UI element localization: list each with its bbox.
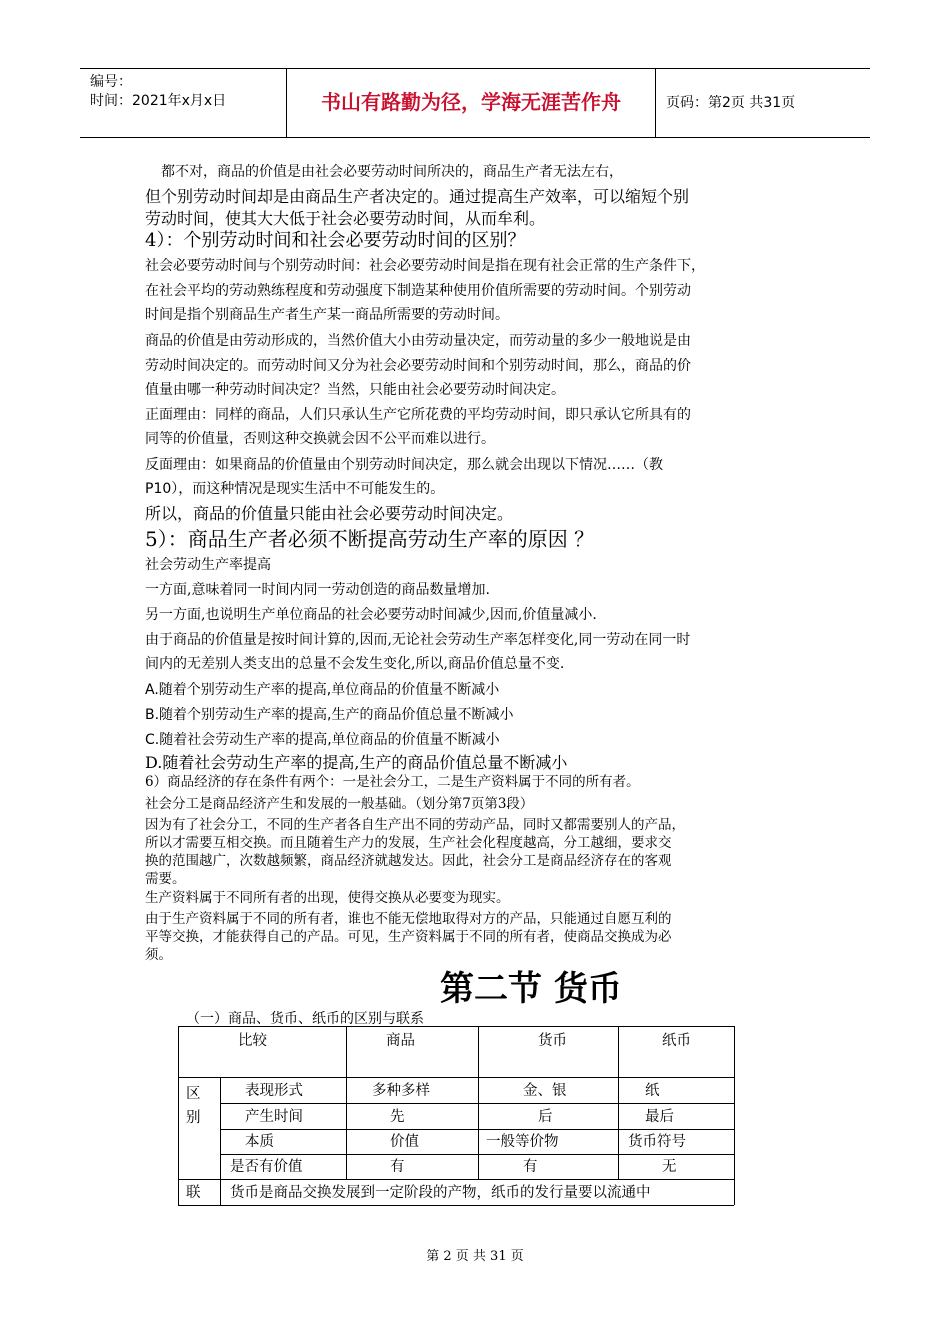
table-cell: 有 [390,1159,405,1175]
table-border [178,1026,734,1027]
table-cell: 无 [662,1159,677,1175]
table-border [178,1026,179,1205]
table-border [220,1077,221,1205]
text-line: 反面理由：如果商品的价值量由个别劳动时间决定，那么就会出现以下情况……（教 [145,457,663,473]
table-border [220,1103,734,1104]
option-line: D.随着社会劳动生产率的提高,生产的商品价值总量不断减小 [145,753,568,772]
table-border [734,1026,735,1205]
table-border [178,1179,734,1180]
table-caption: （一）商品、货币、纸币的区别与联系 [186,1011,424,1027]
text-line: 生产资料属于不同所有者的出现，使得交换从必要变为现实。 [145,890,510,906]
table-cell: 价值 [390,1134,419,1150]
table-header: 货币 [538,1033,567,1049]
text-line: 社会分工是商品经济产生和发展的一般基础。（划分第7页第3段） [145,796,534,812]
table-cell: 后 [538,1109,553,1125]
table-cell: 有 [523,1159,538,1175]
table-cell: 最后 [645,1109,674,1125]
text-line: 因为有了社会分工，不同的生产者各自生产出不同的劳动产品，同时又都需要别人的产品， [145,817,685,833]
table-border [618,1026,619,1179]
text-line: 间内的无差别人类支出的总量不会发生变化,所以,商品价值总量不变. [145,656,565,672]
table-border [220,1154,734,1155]
table-border [478,1026,479,1179]
text-line: 劳动时间决定的。而劳动时间又分为社会必要劳动时间和个别劳动时间，那么，商品的价 [145,358,691,374]
table-border [346,1026,347,1179]
text-line: 时间是指个别商品生产者生产某一商品所需要的劳动时间。 [145,307,509,323]
text-line: 但个别劳动时间却是由商品生产者决定的。通过提高生产效率，可以缩短个别 [145,187,690,206]
header-time-label: 时间：2021年x月x日 [90,93,227,109]
text-line: 由于商品的价值量是按时间计算的,因而,无论社会劳动生产率怎样变化,同一劳动在同一时 [145,632,691,648]
table-cell: 是否有价值 [230,1159,303,1175]
table-group-label: 区 别 [186,1086,201,1126]
text-line: 需要。 [145,871,186,887]
header-divider [655,69,656,137]
text-line: 所以才需要互相交换。而且随着生产力的发展，生产社会化程度越高，分工越细，要求交 [145,835,672,851]
option-line: B.随着个别劳动生产率的提高,生产的商品价值总量不断减小 [145,707,514,723]
table-cell: 纸 [645,1083,660,1099]
text-line: 都不对，商品的价值是由社会必要劳动时间所决的，商品生产者无法左右， [161,164,623,180]
table-header: 商品 [386,1033,415,1049]
text-line: P10），而这种情况是现实生活中不可能发生的。 [145,481,445,497]
table-border [220,1129,734,1130]
table-header: 比较 [238,1033,267,1049]
page-header [80,68,870,138]
header-number-label: 编号： [90,74,132,90]
table-cell: 一般等价物 [486,1134,559,1150]
table-border [178,1205,734,1206]
header-motto: 书山有路勤为径，学海无涯苦作舟 [321,90,621,114]
text-line: 一方面,意味着同一时间内同一劳动创造的商品数量增加. [145,582,490,598]
text-line: 社会必要劳动时间与个别劳动时间：社会必要劳动时间是指在现有社会正常的生产条件下， [145,258,705,274]
table-cell: 本质 [245,1134,274,1150]
table-cell: 货币符号 [628,1134,686,1150]
table-border [178,1077,734,1078]
text-line: 平等交换，才能获得自己的产品。可见，生产资料属于不同的所有者，使商品交换成为必 [145,929,672,945]
section-title: 第二节 货币 [440,969,622,1009]
text-line: 正面理由：同样的商品，人们只承认生产它所花费的平均劳动时间，即只承认它所具有的 [145,407,691,423]
page-footer: 第 2 页 共 31 页 [426,1249,524,1264]
table-cell: 金、银 [523,1083,567,1099]
table-cell: 表现形式 [245,1083,303,1099]
question-heading: 5）：商品生产者必须不断提高劳动生产率的原因 ？ [145,527,595,551]
text-line: 6）商品经济的存在条件有两个：一是社会分工，二是生产资料属于不同的所有者。 [145,774,640,790]
header-meta [90,73,288,111]
text-line: 由于生产资料属于不同的所有者，谁也不能无偿地取得对方的产品，只能通过自愿互利的 [145,911,672,927]
text-line: 另一方面,也说明生产单位商品的社会必要劳动时间减少,因而,价值量减小. [145,607,597,623]
option-line: A.随着个别劳动生产率的提高,单位商品的价值量不断减小 [145,682,500,698]
question-heading: 4）：个别劳动时间和社会必要劳动时间的区别？ [145,230,526,251]
table-cell: 产生时间 [245,1109,303,1125]
option-line: C.随着社会劳动生产率的提高,单位商品的价值量不断减小 [145,732,500,748]
table-header: 纸币 [662,1033,691,1049]
text-line: 同等的价值量，否则这种交换就会因不公平而难以进行。 [145,431,495,447]
text-line: 社会劳动生产率提高 [145,557,271,573]
comparison-table [178,1026,734,1205]
text-line: 换的范围越广，次数越频繁，商品经济就越发达。因此，社会分工是商品经济存在的客观 [145,853,672,869]
text-line: 值量由哪一种劳动时间决定？当然，只能由社会必要劳动时间决定。 [145,382,565,398]
table-cell: 多种多样 [372,1083,430,1099]
table-link-text: 货币是商品交换发展到一定阶段的产物，纸币的发行量要以流通中 [230,1185,651,1201]
text-line: 须。 [145,947,172,963]
text-line: 劳动时间，使其大大低于社会必要劳动时间，从而牟利。 [145,209,546,228]
table-link-label: 联 [186,1185,201,1201]
table-cell: 先 [390,1109,405,1125]
header-page-info: 页码：第2页 共31页 [666,95,796,111]
text-line: 在社会平均的劳动熟练程度和劳动强度下制造某种使用价值所需要的劳动时间。个别劳动 [145,283,691,299]
text-line: 所以，商品的价值量只能由社会必要劳动时间决定。 [145,504,514,523]
text-line: 商品的价值是由劳动形成的，当然价值大小由劳动量决定，而劳动量的多少一般地说是由 [145,333,691,349]
